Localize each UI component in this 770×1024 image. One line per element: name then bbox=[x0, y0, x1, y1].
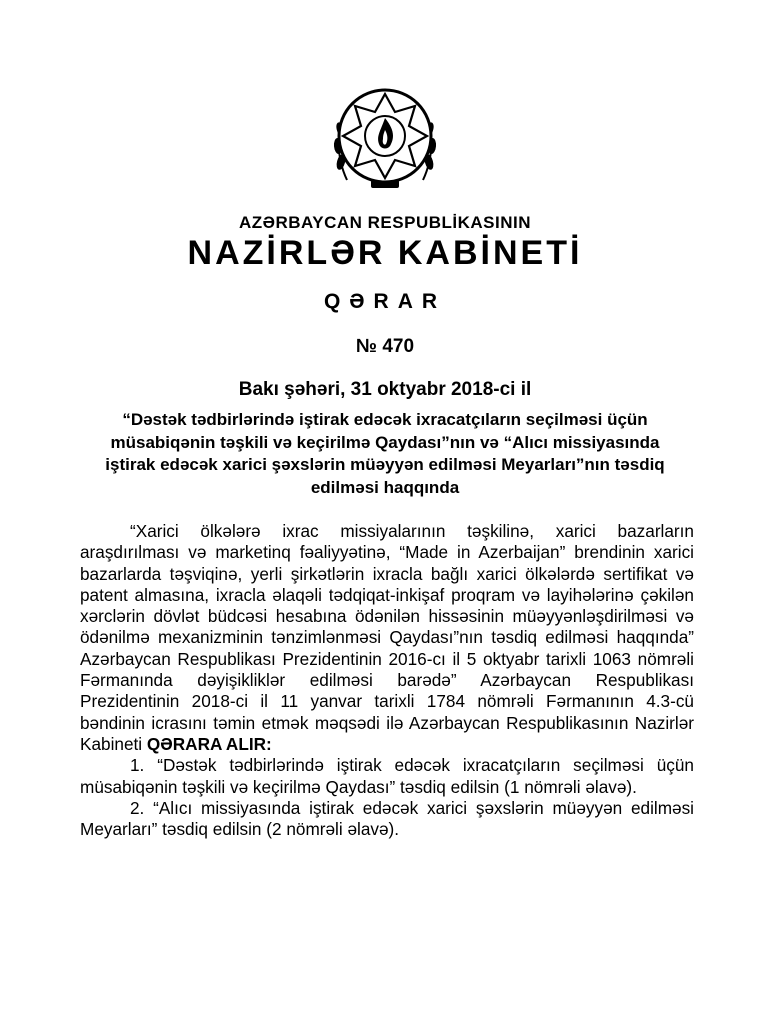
decides-text: QƏRARA ALIR: bbox=[146, 733, 272, 754]
state-emblem-icon bbox=[327, 72, 443, 200]
document-type: QƏRAR bbox=[323, 290, 447, 313]
item-2-paragraph: 2. “Alıcı missiyasında iştirak edəcək xarici şəxslərin müəyyən edilməsi Meyarları” təsdiq edilsin (2 nömrəli əlavə). bbox=[80, 797, 694, 840]
issuer-line: AZƏRBAYCAN RESPUBLİKASININ bbox=[238, 213, 531, 232]
issuer-title: NAZİRLƏR KABİNETİ bbox=[187, 234, 583, 272]
document-number: № 470 bbox=[355, 336, 415, 357]
preamble-paragraph bbox=[80, 521, 694, 755]
item-1-paragraph: 1. “Dəstək tədbirlərində iştirak edəcək ixracatçıların seçilməsi üçün müsabiqənin təşkili və keçirilmə Qaydası” təsdiq edilsin (1 nömrəli əlavə). bbox=[80, 755, 694, 797]
document-subject: “Dəstək tədbirlərində iştirak edəcək ixracatçıların seçilməsi üçün müsabiqənin təşkili və keçirilmə Qaydası”nın və “Alıcı missiyasında iştirak edəcək xarici şəxslərin müəyyən edilməsi Meyarları”nın təsdiq edilməsi haqqında bbox=[105, 410, 665, 497]
document-body bbox=[80, 521, 694, 840]
preamble-text: “Xarici ölkələrə ixrac missiyalarının təşkilinə, xarici bazarların araşdırılması və marketinq fəaliyyətinə, “Made in Azerbaijan” brendinin xarici bazarlarda təşviqinə, yerli şirkətlərin ixracla bağlı xarici ölkələrdə sertifikat və patent almasına, ixracla əlaqəli tədqiqat-inkişaf proqram və layihələrinə çəkilən xərclərin dövlət büdcəsi hesabına ödənilən hissəsinin müəyyənləşdirilməsi və ödənilmə mexanizminin tənzimlənməsi Qaydası”nın təsdiq edilməsi haqqında” Azərbaycan Respublikası Prezidentinin 2016-cı il 5 oktyabr tarixli 1063 nömrəli Fərmanında dəyişikliklər edilməsi barədə” Azərbaycan Respublikası Prezidentinin 2018-ci il 11 yanvar tarixli 1784 nömrəli Fərmanının 4.3-cü bəndinin icrasını təmin etmək məqsədi ilə Azərbaycan Respublikasının Nazirlər Kabineti bbox=[80, 521, 694, 754]
place-date: Bakı şəhəri, 31 oktyabr 2018-ci il bbox=[238, 379, 532, 400]
